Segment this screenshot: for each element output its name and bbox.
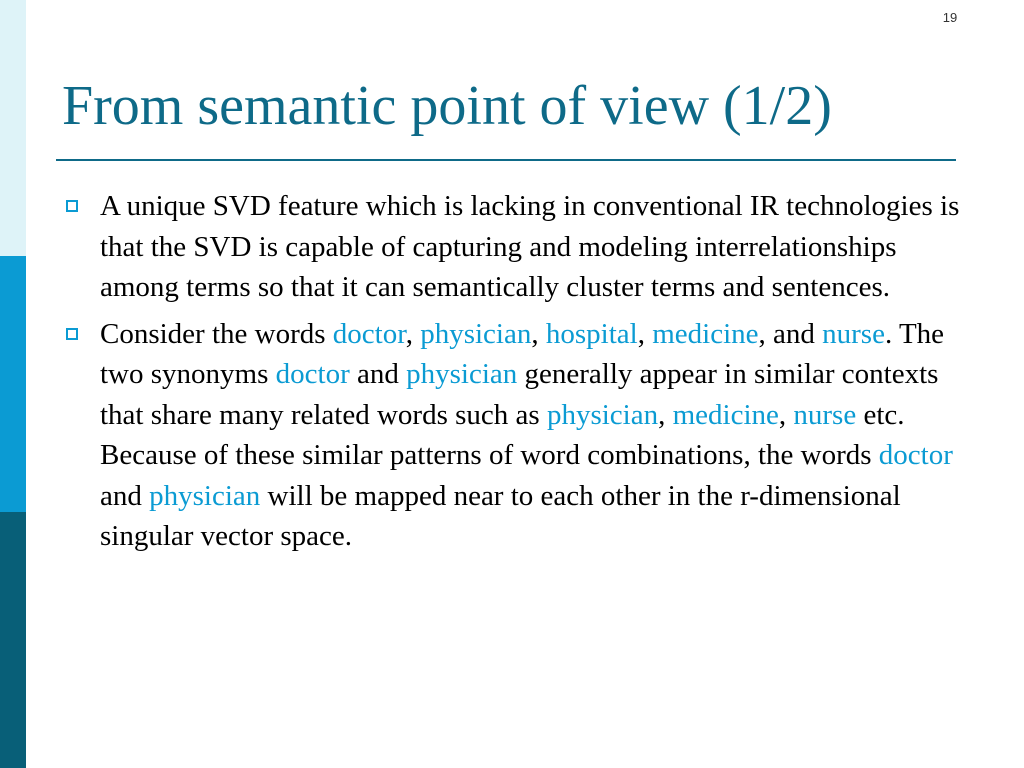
highlighted-term: physician <box>420 317 532 350</box>
highlighted-term: physician <box>406 358 518 390</box>
side-bar-light <box>0 0 26 256</box>
highlighted-term: medicine <box>672 398 779 431</box>
highlighted-term: nurse <box>822 317 885 350</box>
text-run: and <box>100 479 150 512</box>
side-bar-dark <box>0 512 26 768</box>
text-run: Consider the words <box>100 317 333 350</box>
bullet-text <box>100 190 959 303</box>
text-run: . The two synonyms <box>100 317 945 390</box>
side-bar-mid <box>0 256 26 512</box>
highlighted-term: physician <box>149 479 261 512</box>
hollow-square-bullet-icon <box>66 328 78 340</box>
highlighted-term: doctor <box>275 358 350 390</box>
bullet-item <box>62 186 962 308</box>
text-run: and <box>349 358 407 390</box>
bullet-list <box>62 186 962 563</box>
page-number: 19 <box>942 10 958 25</box>
text-run: , <box>531 317 546 350</box>
highlighted-term: physician <box>546 398 659 431</box>
highlighted-term: hospital <box>545 317 638 350</box>
text-run: generally appear in similar contexts that share many related words such as <box>100 358 939 431</box>
text-run: A unique SVD feature which is lacking in conventional IR technologies is that the SVD is capable of capturing and modeling interrelationships among terms so that it can semantically cluster terms and sentences. <box>100 190 960 303</box>
bullet-item <box>62 314 962 557</box>
text-run: , <box>658 398 673 431</box>
title-underline <box>56 159 956 161</box>
highlighted-term: medicine <box>652 317 759 350</box>
highlighted-term: nurse <box>793 398 857 431</box>
text-run: , <box>405 317 421 350</box>
slide-title: From semantic point of view (1/2) <box>62 75 832 137</box>
text-run: , <box>778 398 794 431</box>
hollow-square-bullet-icon <box>66 200 78 212</box>
text-run: etc. Because of these similar patterns of word combinations, the words <box>100 398 905 471</box>
highlighted-term: doctor <box>332 317 406 350</box>
text-run: will be mapped near to each other in the r-dimensional singular vector space. <box>100 479 901 552</box>
bullet-text <box>100 318 953 553</box>
text-run: , and <box>758 317 823 350</box>
highlighted-term: doctor <box>878 439 953 471</box>
text-run: , <box>637 317 653 350</box>
